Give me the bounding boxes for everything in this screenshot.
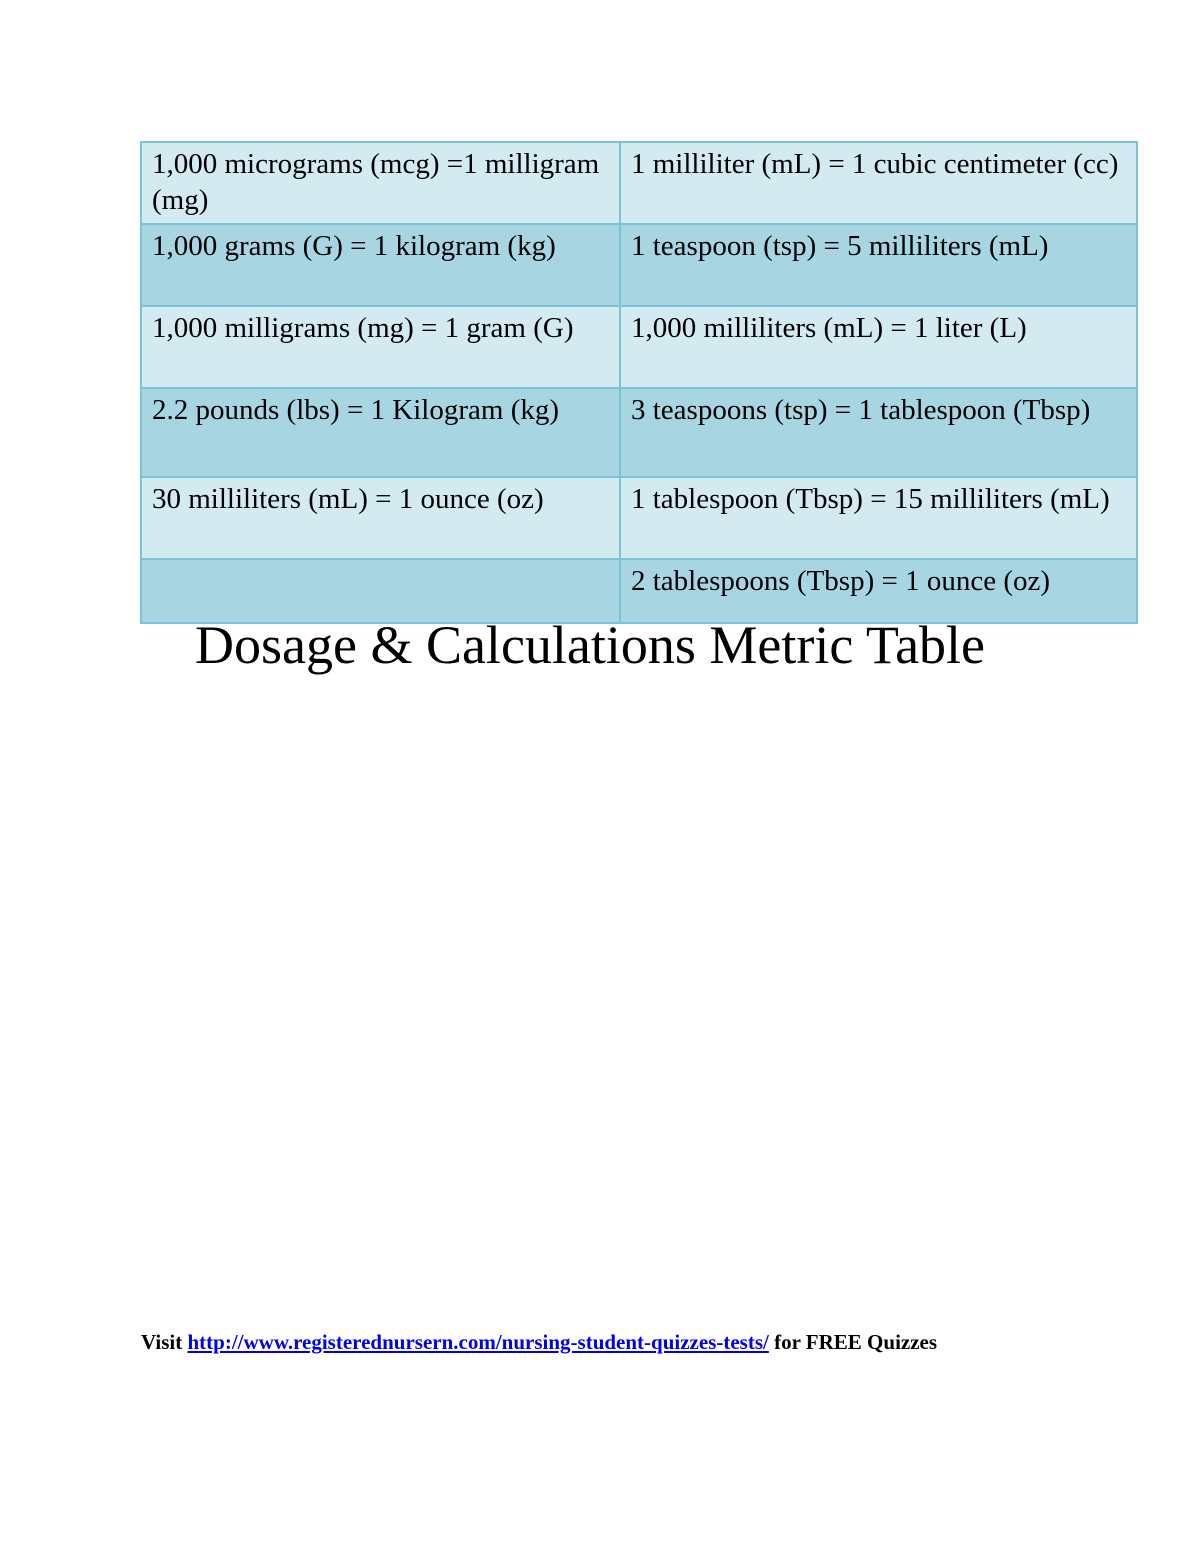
table-cell: 1,000 milligrams (mg) = 1 gram (G) bbox=[141, 306, 620, 388]
footer-prefix: Visit bbox=[141, 1330, 188, 1354]
metric-table bbox=[140, 141, 1138, 624]
table-row bbox=[141, 142, 1137, 224]
table-cell: 1,000 micrograms (mcg) =1 milligram (mg) bbox=[141, 142, 620, 224]
table-cell: 2 tablespoons (Tbsp) = 1 ounce (oz) bbox=[620, 559, 1137, 623]
table-row bbox=[141, 224, 1137, 306]
table-row bbox=[141, 477, 1137, 559]
table-cell: 1 teaspoon (tsp) = 5 milliliters (mL) bbox=[620, 224, 1137, 306]
table-row bbox=[141, 306, 1137, 388]
table-cell: 1,000 milliliters (mL) = 1 liter (L) bbox=[620, 306, 1137, 388]
table-row bbox=[141, 388, 1137, 477]
table-cell: 2.2 pounds (lbs) = 1 Kilogram (kg) bbox=[141, 388, 620, 477]
footer-suffix: for FREE Quizzes bbox=[768, 1330, 938, 1354]
table-cell: 1 tablespoon (Tbsp) = 15 milliliters (mL) bbox=[620, 477, 1137, 559]
footer-line bbox=[141, 1328, 937, 1356]
table-cell: 3 teaspoons (tsp) = 1 tablespoon (Tbsp) bbox=[620, 388, 1137, 477]
quizzes-link[interactable]: http://www.registerednursern.com/nursing-student-quizzes-tests/ bbox=[187, 1330, 769, 1354]
table-cell: 1,000 grams (G) = 1 kilogram (kg) bbox=[141, 224, 620, 306]
page-title: Dosage & Calculations Metric Table bbox=[195, 615, 986, 675]
table-cell: 30 milliliters (mL) = 1 ounce (oz) bbox=[141, 477, 620, 559]
table-cell: 1 milliliter (mL) = 1 cubic centimeter (cc) bbox=[620, 142, 1137, 224]
